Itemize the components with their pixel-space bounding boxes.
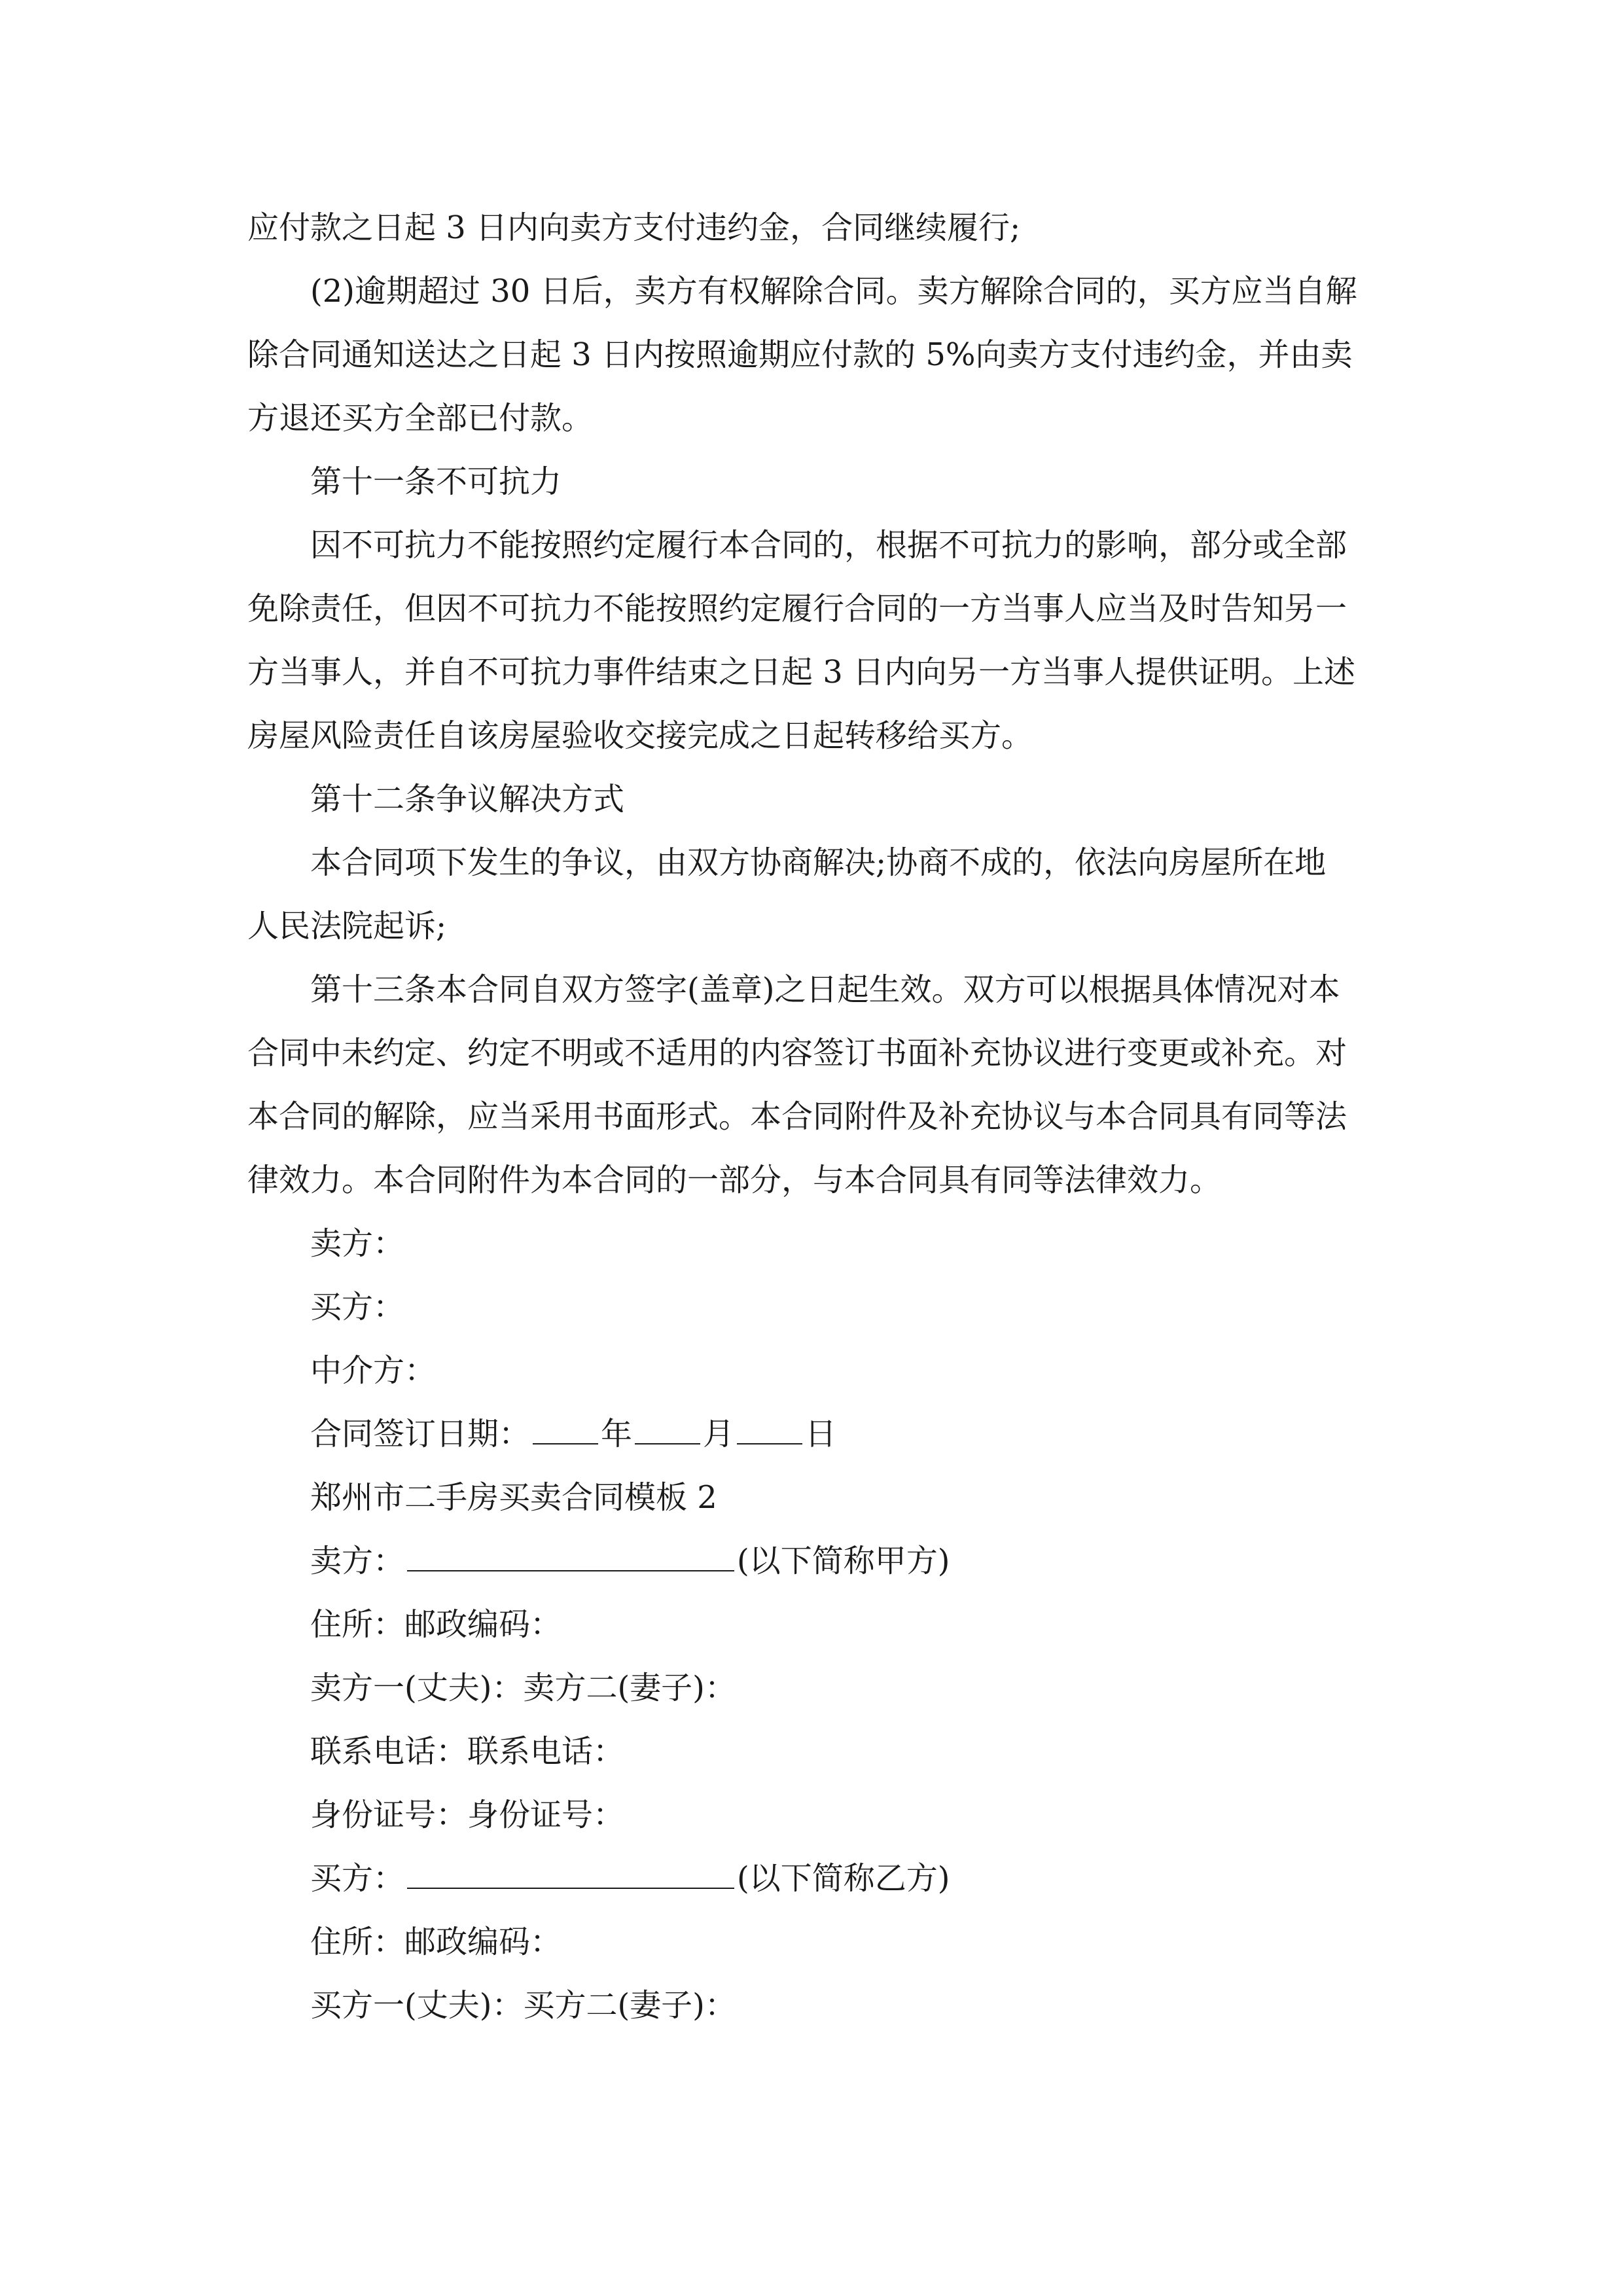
day-label: 日 xyxy=(805,1416,837,1452)
paragraph-line: 房屋风险责任自该房屋验收交接完成之日起转移给买方。 xyxy=(247,717,1033,754)
seller-phone-line: 联系电话：联系电话： xyxy=(310,1733,625,1770)
year-blank[interactable] xyxy=(533,1414,598,1444)
paragraph-line: 律效力。本合同附件为本合同的一部分，与本合同具有同等法律效力。 xyxy=(247,1162,1222,1198)
day-blank[interactable] xyxy=(737,1414,802,1444)
paragraph-line: 方退还买方全部已付款。 xyxy=(247,400,594,437)
month-label: 月 xyxy=(703,1416,735,1452)
seller-signature-label: 卖方： xyxy=(310,1225,405,1262)
template-2-title: 郑州市二手房买卖合同模板 2 xyxy=(310,1479,717,1516)
buyer-line xyxy=(247,1847,1389,1910)
seller-name-blank[interactable] xyxy=(407,1541,734,1571)
article-12-heading: 第十二条争议解决方式 xyxy=(310,781,625,817)
paragraph-line: 因不可抗力不能按照约定履行本合同的，根据不可抗力的影响，部分或全部 xyxy=(310,527,1347,564)
year-label: 年 xyxy=(601,1416,633,1452)
signing-date-line xyxy=(247,1403,1389,1466)
buyer-signature-label: 买方： xyxy=(310,1289,405,1325)
agent-signature-label: 中介方： xyxy=(310,1352,437,1389)
paragraph-line: 应付款之日起 3 日内向卖方支付违约金，合同继续履行; xyxy=(247,209,1021,246)
paragraph-line: 本合同的解除，应当采用书面形式。本合同附件及补充协议与本合同具有同等法 xyxy=(247,1098,1347,1135)
paragraph-line: 本合同项下发生的争议，由双方协商解决;协商不成的，依法向房屋所在地 xyxy=(310,844,1327,881)
buyer-label: 买方： xyxy=(310,1860,405,1897)
seller-couple-line: 卖方一(丈夫)：卖方二(妻子)： xyxy=(310,1670,736,1706)
paragraph-line: 合同中未约定、约定不明或不适用的内容签订书面补充协议进行变更或补充。对 xyxy=(247,1035,1347,1071)
seller-suffix: (以下简称甲方) xyxy=(737,1543,950,1579)
buyer-couple-line: 买方一(丈夫)：买方二(妻子)： xyxy=(310,1987,736,2024)
seller-address-line: 住所：邮政编码： xyxy=(310,1606,562,1643)
document-body xyxy=(247,196,1389,2037)
buyer-suffix: (以下简称乙方) xyxy=(737,1860,950,1897)
buyer-address-line: 住所：邮政编码： xyxy=(310,1924,562,1960)
seller-id-line: 身份证号：身份证号： xyxy=(310,1797,625,1833)
seller-label: 卖方： xyxy=(310,1543,405,1579)
paragraph-line: (2)逾期超过 30 日后，卖方有权解除合同。卖方解除合同的，买方应当自解 xyxy=(310,273,1357,310)
paragraph-line: 人民法院起诉; xyxy=(247,908,447,944)
article-11-heading: 第十一条不可抗力 xyxy=(310,463,562,500)
paragraph-line: 第十三条本合同自双方签字(盖章)之日起生效。双方可以根据具体情况对本 xyxy=(310,971,1340,1008)
paragraph-line: 除合同通知送达之日起 3 日内按照逾期应付款的 5%向卖方支付违约金，并由卖 xyxy=(247,336,1353,373)
buyer-name-blank[interactable] xyxy=(407,1859,734,1889)
paragraph-line: 方当事人，并自不可抗力事件结束之日起 3 日内向另一方当事人提供证明。上述 xyxy=(247,654,1356,691)
paragraph-line: 免除责任，但因不可抗力不能按照约定履行合同的一方当事人应当及时告知另一 xyxy=(247,590,1347,627)
seller-line xyxy=(247,1530,1389,1593)
signing-date-label: 合同签订日期： xyxy=(310,1416,531,1452)
month-blank[interactable] xyxy=(635,1414,700,1444)
